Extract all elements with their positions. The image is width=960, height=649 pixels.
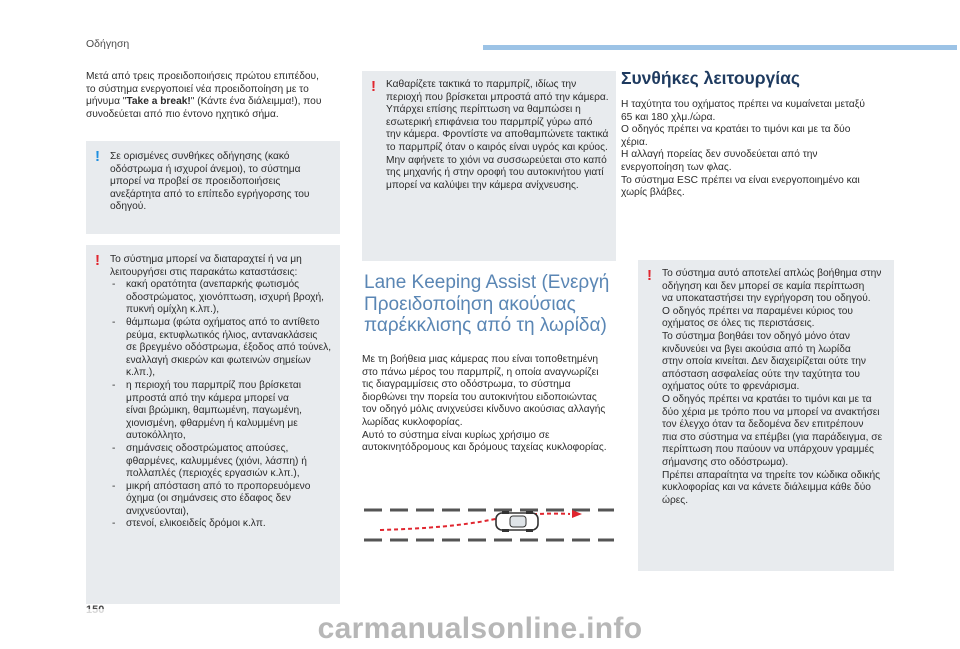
intro-bold: Take a break! [126,96,191,108]
lane-illustration [360,488,618,548]
windshield-warning-text: Καθαρίζετε τακτικά το παρμπρίζ, ιδίως την περιοχή που βρίσκεται μπροστά από την κάμερα. Υπάρχει επίσης περίπτωση να θαμπώσει η εσωτερική επιφάνεια του παρμπρίζ γύρω από την κάμερα. Φροντίστε να αποθαμπώνετε τακτικά το παρμπρίζ όταν ο καιρός είναι υγρός και κρύος. Μην αφήνετε το χιόνι να συσσωρεύεται στο καπό της μηχανής ή στην οροφή του αυτοκινήτου γιατί μπορεί να καλύψει την κάμερα ανίχνευσης. [386,79,609,191]
intro-before: Μετά από τρεις προειδοποιήσεις πρώτου επιπέδου, το σύστημα ενεργοποιεί νέα προειδοποίηση με το μήνυμα " [86,71,319,108]
warning-box-conditions [86,245,340,604]
conditions-list [110,279,338,531]
trajectory-arrow [380,514,570,530]
warning-icon: ! [647,267,652,284]
warning-box-assist [638,260,894,571]
intro-after: " (Κάντε ένα διάλειμμα!), που συνοδεύεται από πιο έντονο ηχητικό σήμα. [86,96,322,120]
warning-box-windshield [362,71,616,261]
lane-keeping-body: Με τη βοήθεια μιας κάμερας που είναι τοποθετημένη στο πάνω μέρος του παρμπρίζ, η οποία αναγνωρίζει τις διαγραμμίσεις στο οδόστρωμα, το σύστημα διορθώνει την πορεία του αυτοκινήτου ειδοποιώντας τον οδηγό μόλις ανιχνεύσει κίνδυνο ακούσιας αλλαγής λωρίδας κυκλοφορίας. Αυτό το σύστημα είναι κυρίως χρήσιμο σε αυτοκινητόδρομους και δρόμους ταχείας κυκλοφορίας. [362,354,607,454]
list-item: - σημάνσεις οδοστρώματος απούσες, φθαρμένες, καλυμμένες (χιόνι, λάσπη) ή πολλαπλές (περιοχές εργασιών κ.λπ.), [110,443,338,481]
warning-icon: ! [371,78,376,95]
assist-warning-text: Το σύστημα αυτό αποτελεί απλώς βοήθημα στην οδήγηση και δεν μπορεί σε καμία περίπτωση να υποκαταστήσει την εγρήγορση του οδηγού. Ο οδηγός πρέπει να παραμένει κύριος του οχήματος σε όλες τις περιστάσεις. Το σύστημα βοηθάει τον οδηγό μόνο όταν κινδυνεύει να βγει ακούσια από τη λωρίδα στην οποία κινείται. Δεν διαχειρίζεται ούτε την απόσταση ασφαλείας ούτε την ταχύτητα του οχήματος ούτε το φρενάρισμα. Ο οδηγός πρέπει να κρατάει το τιμόνι και με τα δύο χέρια με τρόπο που να μπορεί να ανακτήσει τον έλεγχο όταν τα δεδομένα δεν επιτρέπουν πια στο σύστημα να επέμβει (για παράδειγμα, σε περίπτωση που παύουν να υπάρχουν γραμμές σήμανσης στο οδόστρωμα). Πρέπει απαραίτητα να τηρείτε τον κώδικα οδικής κυκλοφορίας και να κάνετε διάλειμμα κάθε δύο ώρες. [662,268,883,506]
info-text: Σε ορισμένες συνθήκες οδήγησης (κακό οδόστρωμα ή ισχυροί άνεμοι), το σύστημα μπορεί να προβεί σε προειδοποιήσεις ανεξάρτητα από το επίπεδο εγρήγορσης του οδηγού. [110,151,310,213]
section-title-conditions: Συνθήκες λειτουργίας [621,68,800,88]
header-rule [483,45,957,50]
list-item: - θάμπωμα (φώτα οχήματος από το αντίθετο ρεύμα, εκτυφλωτικός ήλιος, αντανακλάσεις σε βρεγμένο οδόστρωμα, έξοδος από τούνελ, εναλλαγή σκιερών και φωτεινών σημείων κ.λπ.), [110,317,338,380]
intro-paragraph [86,71,336,121]
list-item: - η περιοχή του παρμπρίζ που βρίσκεται μπροστά από την κάμερα μπορεί να είναι βρώμικη, θαμπωμένη, παγωμένη, χιονισμένη, φθαρμένη ή καλυμμένη με αυτοκόλλητο, [110,380,338,443]
list-item: - κακή ορατότητα (ανεπαρκής φωτισμός οδοστρώματος, χιονόπτωση, ισχυρή βροχή, πυκνή ομίχλη κ.λπ.), [110,279,338,317]
list-item: - στενοί, ελικοειδείς δρόμοι κ.λπ. [110,518,338,531]
warning-content [110,254,338,531]
section-title-lane-keeping: Lane Keeping Assist (Ενεργή Προειδοποίηση ακούσιας παρέκκλισης από τη λωρίδα) [364,272,610,336]
header-title: Οδήγηση [86,38,130,50]
warning-icon: ! [95,252,100,269]
info-icon: ! [95,148,100,165]
watermark: carmanualsonline.info [0,609,960,649]
list-item: - μικρή απόσταση από το προπορευόμενο όχημα (οι σημάνσεις στο έδαφος δεν ανιχνεύονται), [110,481,338,519]
warning-intro: Το σύστημα μπορεί να διαταραχτεί ή να μη λειτουργήσει στις παρακάτω καταστάσεις: [110,254,302,278]
conditions-body: Η ταχύτητα του οχήματος πρέπει να κυμαίνεται μεταξύ 65 και 180 χλμ./ώρα. Ο οδηγός πρέπει να κρατάει το τιμόνι και με τα δύο χέρια. Η αλλαγή πορείας δεν συνοδεύεται από την ενεργοποίηση των φλας. Το σύστημα ESC πρέπει να είναι ενεργοποιημένο και χωρίς βλάβες. [621,99,865,199]
car-icon [496,511,538,532]
info-box [86,141,340,234]
